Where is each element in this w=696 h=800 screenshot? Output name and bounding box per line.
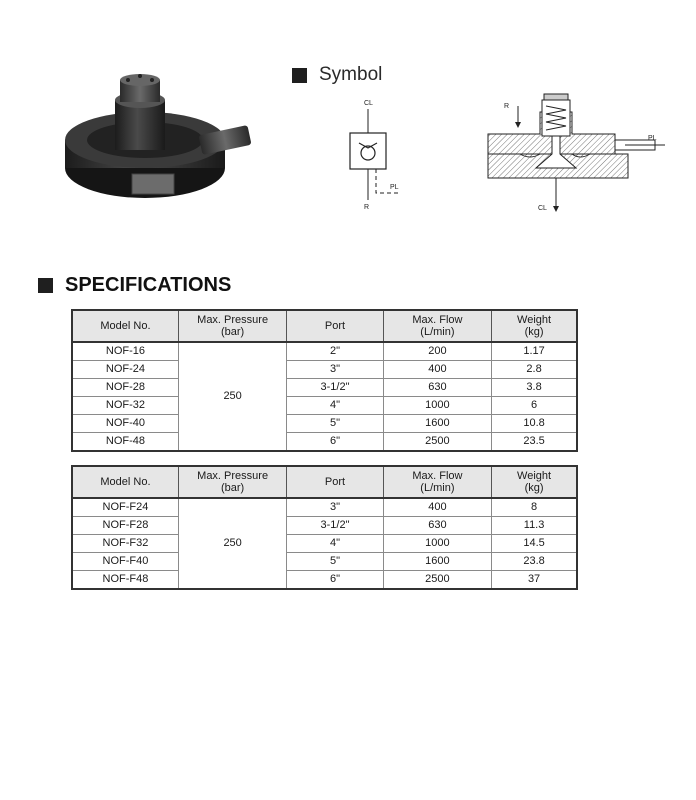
product-image	[60, 70, 260, 210]
symbol-label-cl: CL	[364, 100, 373, 107]
cell-weight: 37	[492, 571, 577, 590]
cell-model: NOF-F40	[72, 553, 178, 571]
header-pressure: Max. Pressure (bar)	[178, 466, 286, 498]
cell-flow: 2500	[383, 433, 491, 452]
table-header-row	[72, 310, 577, 342]
section-label-pl: PL	[648, 135, 657, 142]
cell-port: 4"	[287, 535, 383, 553]
cell-flow: 630	[383, 517, 491, 535]
cell-model: NOF-40	[72, 415, 178, 433]
cell-port: 3"	[287, 498, 383, 517]
section-label-cl: CL	[538, 205, 547, 212]
cell-model: NOF-48	[72, 433, 178, 452]
cell-flow: 1600	[383, 415, 491, 433]
table-row	[72, 361, 577, 379]
cell-model: NOF-F32	[72, 535, 178, 553]
cell-model: NOF-28	[72, 379, 178, 397]
header-port: Port	[287, 466, 383, 498]
cell-port: 3"	[287, 361, 383, 379]
cell-port: 5"	[287, 415, 383, 433]
symbol-label-pl: PL	[390, 184, 399, 191]
cell-flow: 2500	[383, 571, 491, 590]
table-row	[72, 535, 577, 553]
cell-model: NOF-F48	[72, 571, 178, 590]
cell-flow: 400	[383, 361, 491, 379]
table-row	[72, 553, 577, 571]
header-model: Model No.	[72, 310, 178, 342]
table-row	[72, 433, 577, 452]
cell-model: NOF-24	[72, 361, 178, 379]
header-port: Port	[287, 310, 383, 342]
cell-weight: 3.8	[492, 379, 577, 397]
table-header-row	[72, 466, 577, 498]
cell-model: NOF-F24	[72, 498, 178, 517]
table-row	[72, 517, 577, 535]
symbol-heading-text: Symbol	[319, 64, 383, 85]
table-row	[72, 415, 577, 433]
cell-weight: 6	[492, 397, 577, 415]
cell-weight: 23.8	[492, 553, 577, 571]
cell-weight: 2.8	[492, 361, 577, 379]
cell-port: 3-1/2"	[287, 517, 383, 535]
valve-section-drawing	[480, 82, 680, 222]
header-flow: Max. Flow (L/min)	[383, 466, 491, 498]
cell-flow: 630	[383, 379, 491, 397]
cell-model: NOF-16	[72, 342, 178, 361]
cell-flow: 200	[383, 342, 491, 361]
header-model: Model No.	[72, 466, 178, 498]
cell-port: 4"	[287, 397, 383, 415]
cell-port: 6"	[287, 433, 383, 452]
cell-weight: 11.3	[492, 517, 577, 535]
specifications-heading	[38, 274, 231, 297]
cell-flow: 1000	[383, 397, 491, 415]
cell-model: NOF-F28	[72, 517, 178, 535]
cell-port: 5"	[287, 553, 383, 571]
hydraulic-symbol	[330, 95, 420, 220]
cell-pressure: 250	[178, 498, 286, 589]
cell-port: 2"	[287, 342, 383, 361]
table-row	[72, 571, 577, 590]
table-row	[72, 397, 577, 415]
spec-table-2	[71, 465, 578, 590]
section-label-r: R	[504, 103, 510, 110]
symbol-label-r: R	[364, 204, 370, 211]
cell-weight: 1.17	[492, 342, 577, 361]
cell-weight: 8	[492, 498, 577, 517]
cell-flow: 1000	[383, 535, 491, 553]
header-weight: Weight (kg)	[492, 310, 577, 342]
heading-bullet-icon	[38, 278, 53, 293]
cell-pressure: 250	[178, 342, 286, 451]
specifications-heading-text: SPECIFICATIONS	[65, 274, 232, 296]
cell-weight: 14.5	[492, 535, 577, 553]
table-row	[72, 379, 577, 397]
spec-table-1	[71, 309, 578, 452]
cell-flow: 1600	[383, 553, 491, 571]
header-pressure: Max. Pressure (bar)	[178, 310, 286, 342]
cell-port: 3-1/2"	[287, 379, 383, 397]
cell-flow: 400	[383, 498, 491, 517]
cell-weight: 10.8	[492, 415, 577, 433]
cell-model: NOF-32	[72, 397, 178, 415]
symbol-heading	[292, 64, 382, 86]
table-row	[72, 342, 577, 361]
cell-weight: 23.5	[492, 433, 577, 452]
table-row	[72, 498, 577, 517]
heading-bullet-icon	[292, 68, 307, 83]
cell-port: 6"	[287, 571, 383, 590]
header-weight: Weight (kg)	[492, 466, 577, 498]
header-flow: Max. Flow (L/min)	[383, 310, 491, 342]
